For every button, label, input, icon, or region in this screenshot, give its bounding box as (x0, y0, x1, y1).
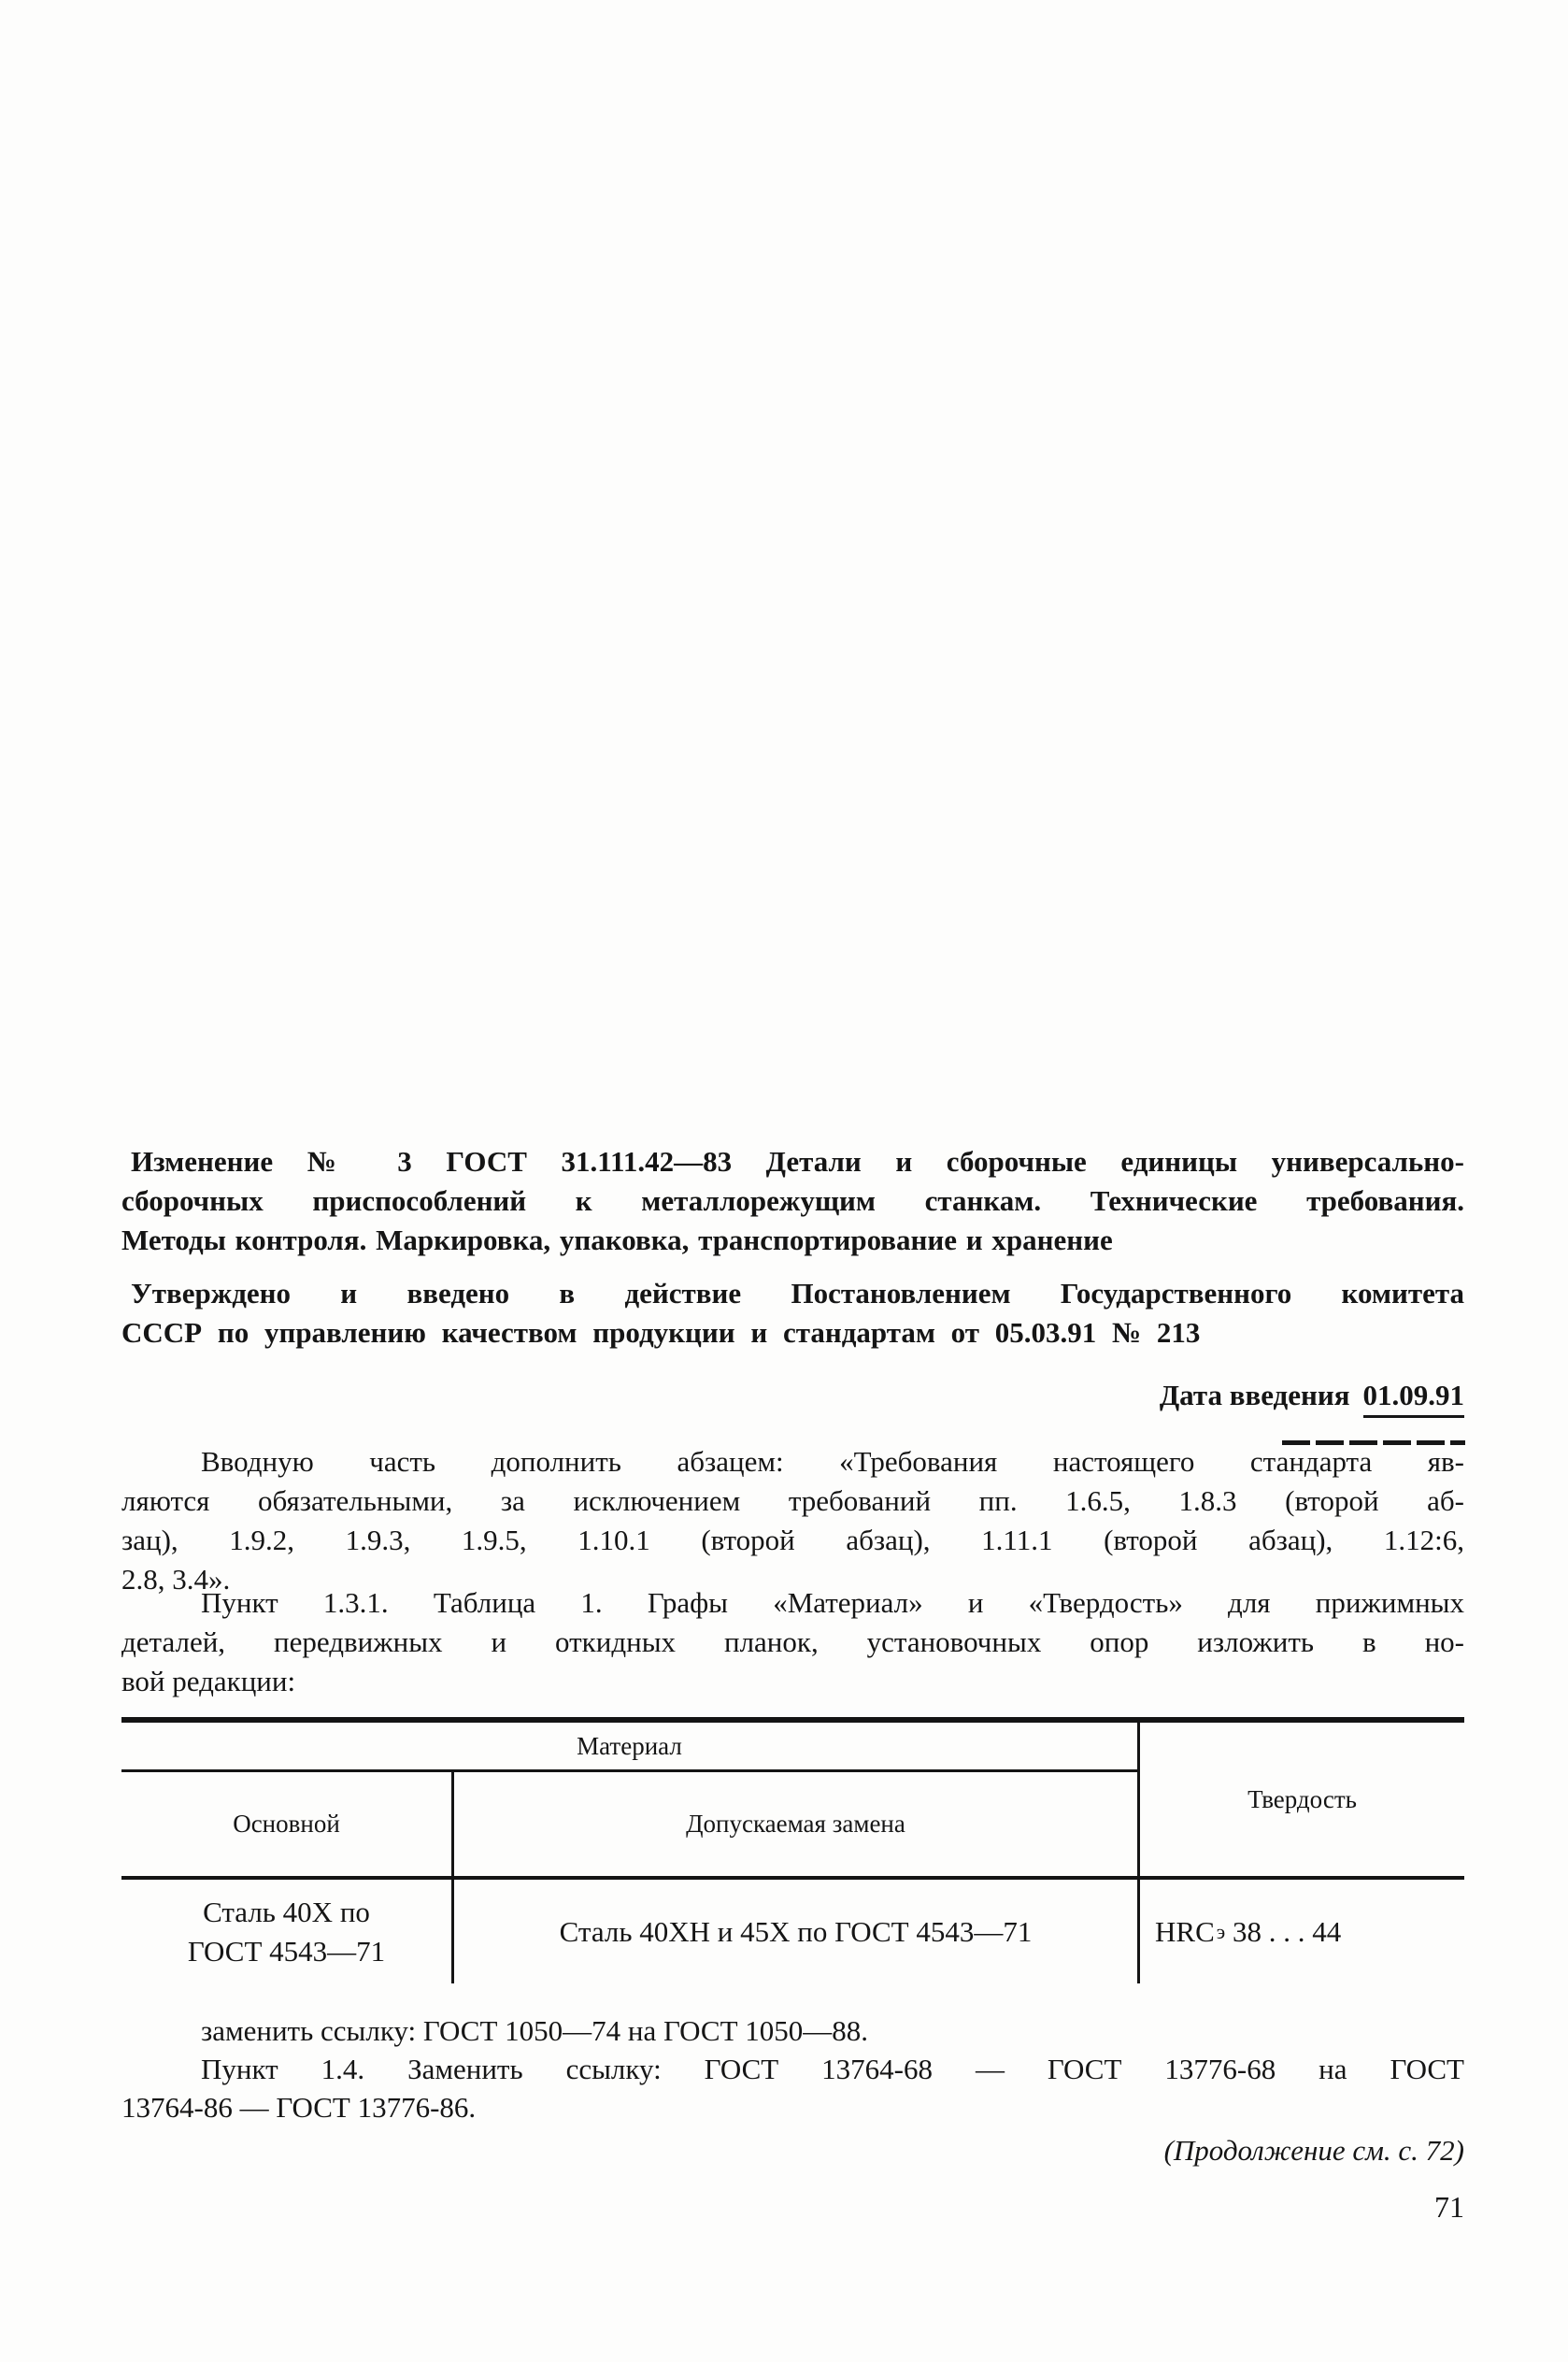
post-table-paragraph (121, 2011, 1464, 2126)
table-header-hardness (1140, 1723, 1464, 1876)
introduction-date (121, 1379, 1464, 1412)
date-value: 01.09.91 (1363, 1379, 1465, 1418)
table-header-substitute (454, 1772, 1137, 1876)
table-header-primary (121, 1772, 451, 1876)
para1-line-3: зац), 1.9.2, 1.9.3, 1.9.5, 1.10.1 (второй абзац), 1.11.1 (второй абзац), 1.12:6, (121, 1524, 1464, 1556)
para2-line-1: Пункт 1.3.1. Таблица 1. Графы «Материал» и «Твердость» для прижимных (201, 1586, 1464, 1619)
hardness-subscript: э (1216, 1919, 1226, 1943)
para2-line-3: вой редакции: (121, 1665, 296, 1697)
para1-line-1: Вводную часть дополнить абзацем: «Требования настоящего стандарта яв- (201, 1445, 1464, 1478)
approval-paragraph (121, 1274, 1464, 1353)
para1-line-4: 2.8, 3.4». (121, 1563, 231, 1596)
clause-1-3-1-paragraph (121, 1583, 1464, 1701)
primary-steel-line-1: Сталь 40Х по (203, 1895, 370, 1928)
primary-header-label: Основной (233, 1810, 340, 1838)
para1-line-2: ляются обязательными, за исключением требований пп. 1.6.5, 1.8.3 (второй аб- (121, 1484, 1464, 1517)
date-label: Дата введения (1159, 1379, 1350, 1411)
material-header-label: Материал (577, 1731, 682, 1760)
hardness-header-label: Твердость (1247, 1784, 1357, 1813)
continuation-note (121, 2134, 1464, 2168)
page-number-value: 71 (1434, 2190, 1464, 2224)
post-line-2: Пункт 1.4. Заменить ссылку: ГОСТ 13764-68 — ГОСТ 13776-68 на ГОСТ (201, 2053, 1464, 2085)
primary-steel-line-2: ГОСТ 4543—71 (187, 1934, 386, 1968)
material-hardness-table (121, 1717, 1464, 1983)
post-line-1: заменить ссылку: ГОСТ 1050—74 на ГОСТ 1050—88. (201, 2014, 869, 2047)
para2-line-2: деталей, передвижных и откидных планок, установочных опор изложить в но- (121, 1625, 1464, 1658)
post-line-3: 13764-86 — ГОСТ 13776-86. (121, 2091, 477, 2124)
hardness-prefix: HRC (1155, 1914, 1215, 1948)
continuation-note-text: (Продолжение см. с. 72) (1163, 2134, 1464, 2167)
approval-line-1: Утверждено и введено в действие Постановлением Государственного комитета (131, 1277, 1464, 1310)
cell-primary-steel (121, 1880, 451, 1983)
cell-hardness (1140, 1880, 1464, 1983)
hardness-range: 38 . . . 44 (1232, 1914, 1342, 1948)
approval-line-2: СССР по управлению качеством продукции и стандартам от 05.03.91 № 213 (121, 1316, 1201, 1349)
intro-amendment-paragraph (121, 1442, 1464, 1599)
substitute-header-label: Допускаемая замена (686, 1810, 905, 1838)
cell-substitute-steel (454, 1880, 1137, 1983)
substitute-steel-value: Сталь 40ХН и 45Х по ГОСТ 4543—71 (559, 1914, 1033, 1948)
title-line-2: сборочных приспособлений к металлорежущим станкам. Технические требования. (121, 1184, 1464, 1217)
page-number (121, 2190, 1522, 2225)
amendment-title (121, 1142, 1464, 1260)
title-line-1: Изменение № 3 ГОСТ 31.111.42—83 Детали и сборочные единицы универсально- (131, 1145, 1464, 1178)
table-header-material (121, 1723, 1137, 1769)
title-line-3: Методы контроля. Маркировка, упаковка, транспортирование и хранение (121, 1224, 1113, 1256)
